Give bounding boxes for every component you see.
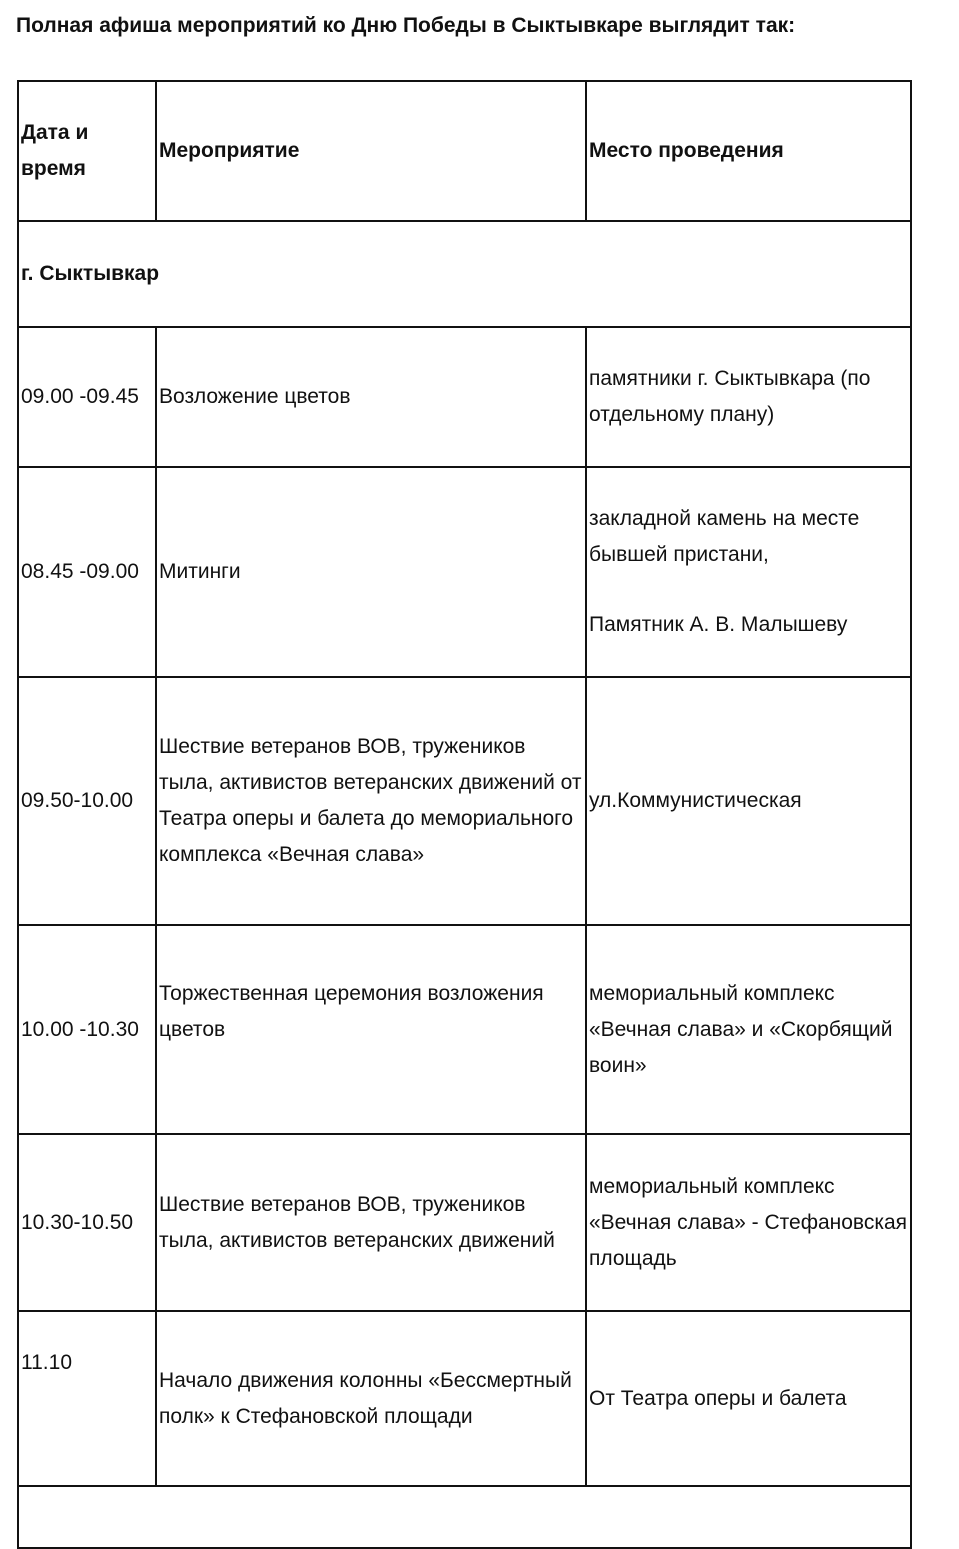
section-title: г. Сыктывкар [18, 221, 911, 327]
cell-time: 09.00 -09.45 [18, 327, 156, 467]
header-place: Место проведения [586, 81, 911, 221]
cell-place: мемориальный комплекс «Вечная слава» - Стефановская площадь [586, 1134, 911, 1311]
cell-event: Шествие ветеранов ВОВ, тружеников тыла, активистов ветеранских движений от Театра оперы и балета до мемориального комплекса «Вечная слава» [156, 677, 586, 925]
table-row [18, 677, 911, 925]
time-text: 11.10 [21, 1350, 72, 1374]
section-row [18, 221, 911, 327]
place-line: закладной камень на месте бывшей пристани, [589, 507, 860, 566]
page-heading: Полная афиша мероприятий ко Дню Победы в Сыктывкаре выглядит так: [16, 14, 796, 37]
header-datetime: Дата и время [18, 81, 156, 221]
cell-place: памятники г. Сыктывкара (по отдельному плану) [586, 327, 911, 467]
table-header-row [18, 81, 911, 221]
cell-time: 09.50-10.00 [18, 677, 156, 925]
table-row [18, 327, 911, 467]
cell-time: 10.00 -10.30 [18, 925, 156, 1134]
cell-event: Шествие ветеранов ВОВ, тружеников тыла, активистов ветеранских движений [156, 1134, 586, 1311]
table-row [18, 925, 911, 1134]
cell-event: Начало движения колонны «Бессмертный полк» к Стефановской площади [156, 1311, 586, 1486]
cell-place: мемориальный комплекс «Вечная слава» и «Скорбящий воин» [586, 925, 911, 1134]
header-event: Мероприятие [156, 81, 586, 221]
table-row [18, 1311, 911, 1486]
event-text: Торжественная церемония возложения цветов [159, 981, 544, 1041]
place-line: Памятник А. В. Малышеву [589, 613, 848, 636]
cell-continuation [18, 1486, 911, 1548]
table-row [18, 1134, 911, 1311]
cell-place: От Театра оперы и балета [586, 1311, 911, 1486]
cell-event: Возложение цветов [156, 327, 586, 467]
table-row [18, 467, 911, 677]
cell-time [18, 1311, 156, 1486]
table-row [18, 1486, 911, 1548]
events-table [17, 80, 912, 1549]
cell-event [156, 925, 586, 1134]
cell-time: 08.45 -09.00 [18, 467, 156, 677]
cell-place: ул.Коммунистическая [586, 677, 911, 925]
cell-event: Митинги [156, 467, 586, 677]
cell-place [586, 467, 911, 677]
cell-time: 10.30-10.50 [18, 1134, 156, 1311]
